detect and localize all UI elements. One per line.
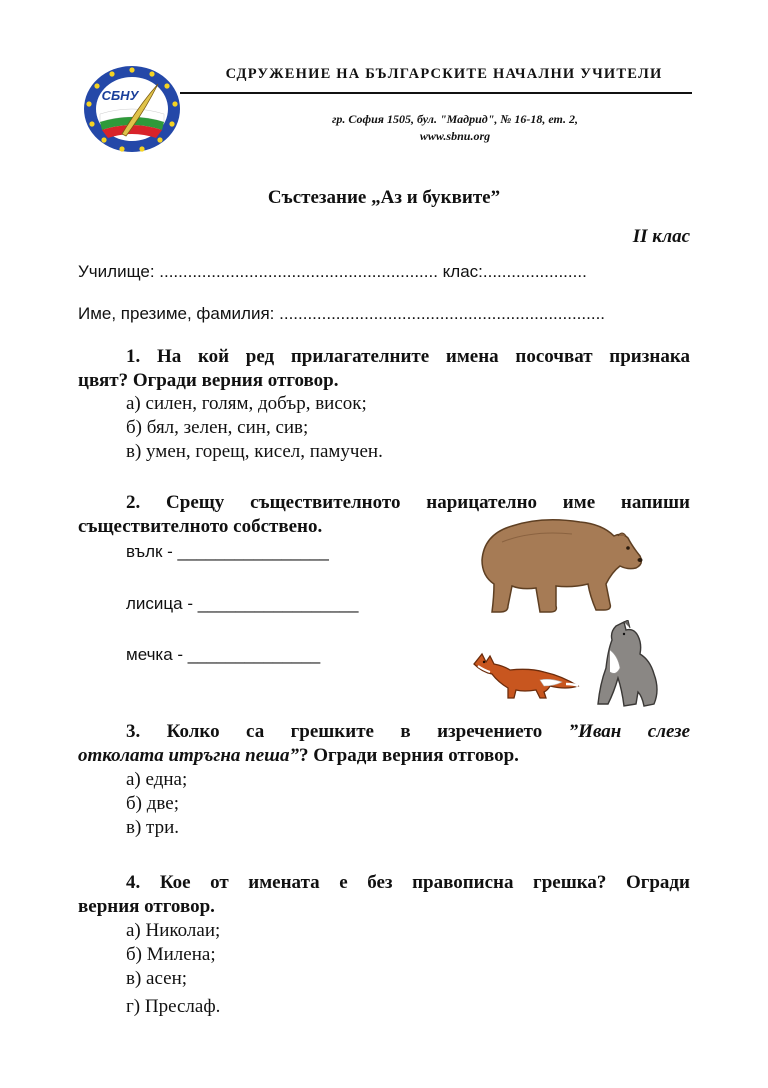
question-4 — [78, 871, 690, 919]
fox-illustration — [470, 650, 582, 700]
sbnu-logo — [82, 64, 182, 154]
question-3-text-line1 — [78, 720, 690, 744]
website-link: www.sbnu.org — [419, 129, 491, 143]
question-3-instruction: ? Огради верния отговор. — [299, 745, 519, 766]
wolf-answer-blank[interactable]: вълк - ________________ — [126, 542, 329, 561]
organization-name: СДРУЖЕНИЕ НА БЪЛГАРСКИТЕ НАЧАЛНИ УЧИТЕЛИ — [225, 66, 663, 82]
wolf-illustration — [594, 620, 664, 708]
question-4-option-d[interactable]: г) Преслаф. — [126, 996, 221, 1017]
question-1-option-c[interactable]: в) умен, горещ, кисел, памучен. — [126, 441, 383, 462]
question-1 — [78, 345, 690, 393]
question-1-option-a[interactable]: а) силен, голям, добър, висок; — [126, 393, 367, 414]
bear-answer-blank[interactable]: мечка - ______________ — [126, 645, 321, 664]
question-2-text-line1: 2. Срещу съществителното нарицателно име напиши — [126, 492, 690, 513]
competition-title: Състезание „Аз и буквите” — [267, 187, 501, 208]
question-3-text-line2 — [78, 744, 690, 768]
question-4-text-line1: 4. Кое от имената е без правописна грешка? Огради — [126, 872, 690, 893]
question-3-option-a[interactable]: а) една; — [126, 769, 188, 790]
logo-text: СБНУ — [101, 88, 139, 103]
header-divider — [180, 92, 692, 94]
question-3 — [78, 720, 690, 768]
fox-answer-blank[interactable]: лисица - _________________ — [126, 594, 359, 613]
address-line: гр. София 1505, бул. "Мадрид", № 16-18, ет. 2, — [332, 112, 578, 126]
grade-label: II клас — [632, 226, 690, 247]
question-3-option-b[interactable]: б) две; — [126, 793, 179, 814]
question-3-option-c[interactable]: в) три. — [126, 817, 180, 838]
question-4-text-line2: верния отговор. — [78, 896, 215, 917]
bear-illustration — [472, 512, 648, 616]
question-4-option-a[interactable]: а) Николаи; — [126, 920, 221, 941]
question-1-text-line2: цвят? Огради верния отговор. — [78, 370, 339, 391]
question-2-text-line2: съществителното собствено. — [78, 516, 323, 537]
question-4-option-b[interactable]: б) Милена; — [126, 944, 216, 965]
school-field[interactable]: Училище: ........................................................... клас:...................... — [78, 262, 587, 281]
organization-address — [270, 111, 640, 145]
name-field[interactable]: Име, презиме, фамилия: ..................................................................... — [78, 304, 606, 323]
question-1-text-line1: 1. На кой ред прилагателните имена посочват признака — [126, 346, 690, 367]
question-3-prompt: 3. Колко са грешките в изречението — [126, 721, 569, 742]
question-3-sentence-start: ”Иван слезе — [568, 721, 690, 742]
question-4-option-c[interactable]: в) асен; — [126, 968, 188, 989]
question-3-sentence-end: отколата итръгна пеша” — [78, 745, 299, 766]
question-1-option-b[interactable]: б) бял, зелен, син, сив; — [126, 417, 309, 438]
